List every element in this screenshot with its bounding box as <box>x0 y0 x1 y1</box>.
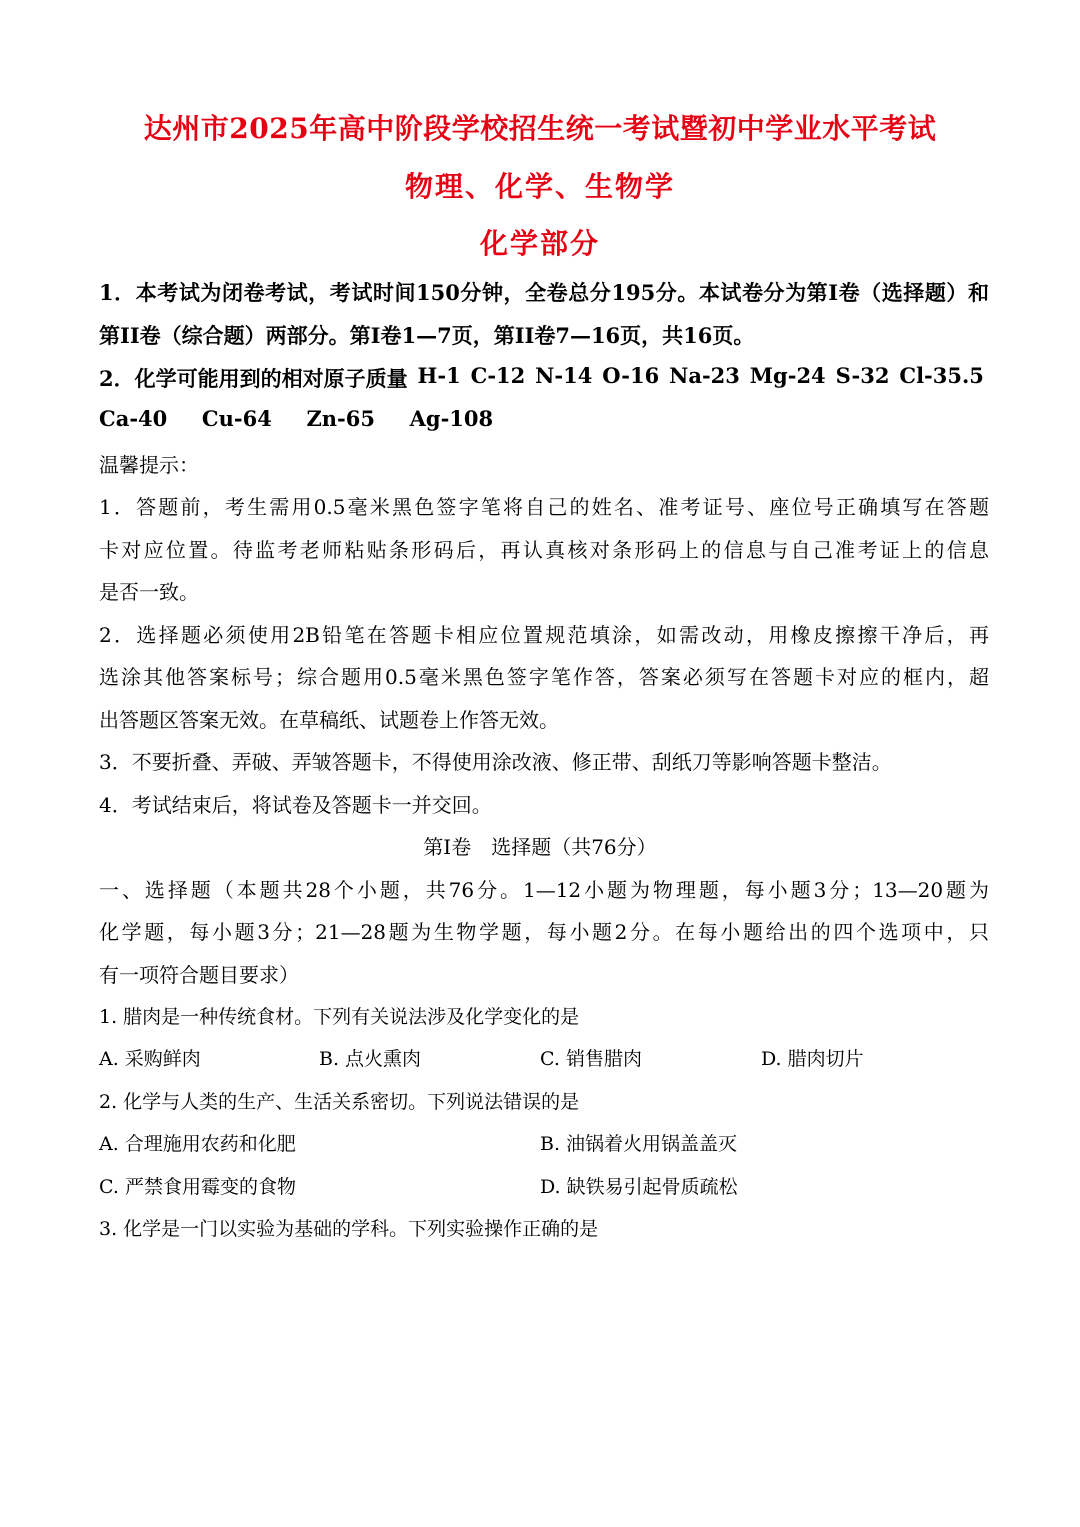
tip-line: 2．选择题必须使用2B铅笔在答题卡相应位置规范填涂，如需改动，用橡皮擦擦干净后，再 <box>99 623 989 647</box>
part-heading: 第I卷 选择题（共76分） <box>423 835 657 859</box>
tip-line: 出答题区答案无效。在草稿纸、试题卷上作答无效。 <box>99 708 559 732</box>
atomic-mass-item: Na-23 <box>669 363 740 388</box>
subject-title: 物理、化学、生物学 <box>404 170 675 203</box>
atomic-mass-item: O-16 <box>602 363 660 388</box>
atomic-mass-item: Zn-65 <box>306 406 375 431</box>
section-title: 化学部分 <box>479 227 600 260</box>
tip-line: 是否一致。 <box>99 580 199 604</box>
question-2-option-c: C. 严禁食用霉变的食物 <box>99 1176 296 1198</box>
question-2-stem: 2. 化学与人类的生产、生活关系密切。下列说法错误的是 <box>99 1091 580 1113</box>
tip-line: 4．考试结束后，将试卷及答题卡一并交回。 <box>99 793 492 817</box>
question-2-option-d: D. 缺铁易引起骨质疏松 <box>540 1176 738 1198</box>
atomic-mass-item: S-32 <box>835 363 890 388</box>
tips-heading: 温馨提示： <box>99 453 199 477</box>
atomic-mass-row-1 <box>99 363 984 393</box>
atomic-mass-item: H-1 <box>417 363 461 388</box>
section-intro-line: 有一项符合题目要求） <box>99 963 299 987</box>
tip-line: 卡对应位置。待监考老师粘贴条形码后，再认真核对条形码上的信息与自己准考证上的信息 <box>99 538 989 562</box>
tip-line: 1．答题前，考生需用0.5毫米黑色签字笔将自己的姓名、准考证号、座位号正确填写在答题 <box>99 495 989 519</box>
question-3-stem: 3. 化学是一门以实验为基础的学科。下列实验操作正确的是 <box>99 1218 599 1240</box>
question-1-option-d: D. 腊肉切片 <box>761 1048 864 1070</box>
question-1-stem: 1. 腊肉是一种传统食材。下列有关说法涉及化学变化的是 <box>99 1006 580 1028</box>
section-intro-line: 一、选择题（本题共28个小题，共76分。1—12小题为物理题，每小题3分；13—20题为 <box>99 878 989 902</box>
tip-line: 3．不要折叠、弄破、弄皱答题卡，不得使用涂改液、修正带、刮纸刀等影响答题卡整洁。 <box>99 750 892 774</box>
exam-title: 达州市2025年高中阶段学校招生统一考试暨初中学业水平考试 <box>143 112 937 145</box>
atomic-mass-row-2 <box>99 406 989 431</box>
question-1-option-c: C. 销售腊肉 <box>540 1048 642 1070</box>
instruction-line-1: 1．本考试为闭卷考试，考试时间150分钟，全卷总分195分。本试卷分为第I卷（选择题）和 <box>99 280 989 305</box>
atomic-mass-item: Cu-64 <box>201 406 272 431</box>
section-intro-line: 化学题，每小题3分；21—28题为生物学题，每小题2分。在每小题给出的四个选项中，只 <box>99 920 989 944</box>
atomic-mass-item: N-14 <box>535 363 593 388</box>
atomic-mass-intro: 2．化学可能用到的相对原子质量 <box>99 366 408 391</box>
question-1-option-b: B. 点火熏肉 <box>319 1048 422 1070</box>
question-2-option-b: B. 油锅着火用锅盖盖灭 <box>540 1133 738 1155</box>
atomic-mass-item: Mg-24 <box>749 363 826 388</box>
question-1-option-a: A. 采购鲜肉 <box>99 1048 201 1070</box>
tip-line: 选涂其他答案标号；综合题用0.5毫米黑色签字笔作答，答案必须写在答题卡对应的框内，超 <box>99 665 989 689</box>
question-2-option-a: A. 合理施用农药和化肥 <box>99 1133 296 1155</box>
atomic-mass-item: Ca-40 <box>99 406 168 431</box>
atomic-mass-item: Ag-108 <box>409 406 494 431</box>
atomic-mass-item: C-12 <box>470 363 526 388</box>
instruction-line-2: 第II卷（综合题）两部分。第I卷1—7页，第II卷7—16页，共16页。 <box>99 323 755 348</box>
atomic-mass-item: Cl-35.5 <box>899 363 984 388</box>
